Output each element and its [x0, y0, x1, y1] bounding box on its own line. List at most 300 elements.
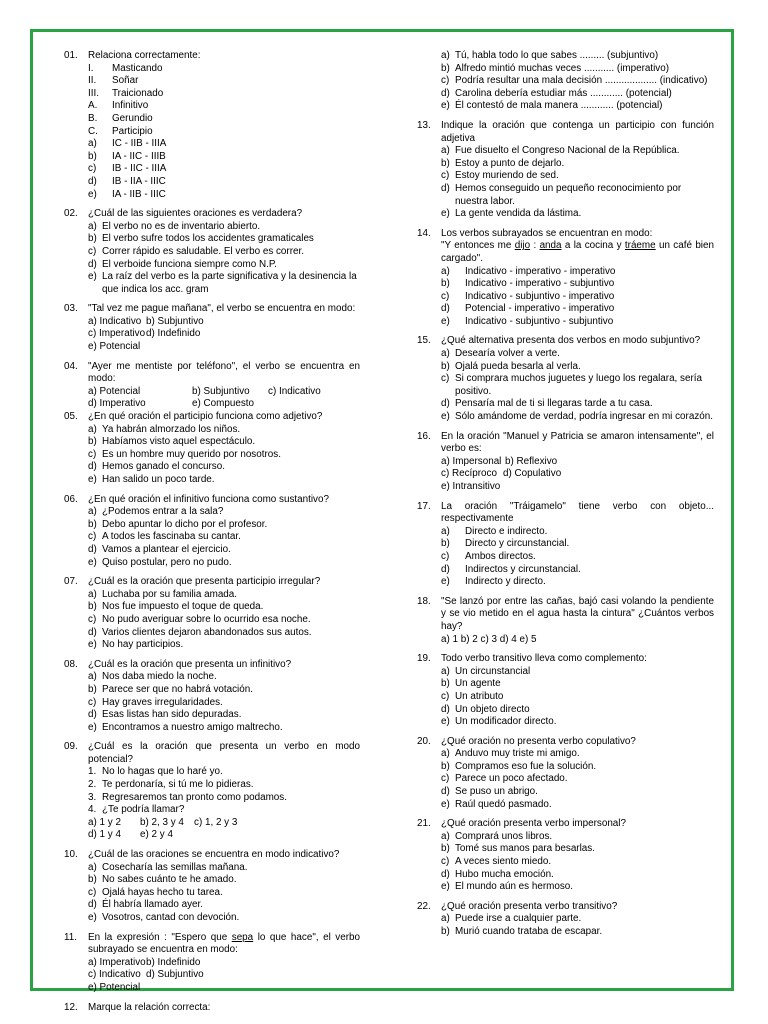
option-item	[441, 691, 714, 704]
option-text: Ya habrán almorzado los niños.	[102, 423, 241, 435]
option-text: No pudo averiguar sobre lo ocurrido esa noche.	[102, 613, 311, 625]
option-letter: d)	[88, 461, 97, 473]
option-text: La gente vendida da lástima.	[455, 208, 582, 220]
option-letter: e)	[441, 881, 450, 893]
question-stem: La oración "Tráigamelo" tiene verbo con objeto... respectivamente	[441, 500, 714, 525]
option-row	[88, 386, 360, 399]
option-text: c) 1, 2 y 3	[194, 816, 238, 828]
option-text: Parece un poco afectado.	[455, 773, 568, 785]
option-item	[441, 145, 714, 158]
option-item	[441, 266, 714, 279]
option-letter: a)	[88, 588, 97, 600]
option-text: Nos fue impuesto el toque de queda.	[102, 601, 264, 613]
question-07.	[64, 576, 360, 652]
option-letter: c)	[88, 163, 97, 175]
question-stem: ¿En qué oración el infinitivo funciona como sustantivo?	[88, 493, 329, 505]
option-item	[88, 614, 360, 627]
option-letter: e)	[441, 576, 450, 588]
option-letter: e)	[441, 315, 450, 327]
option-item	[441, 183, 714, 208]
question-stem: En la expresión : "Espero que sepa lo que hace", el verbo subrayado se encuentra en modo:	[88, 931, 361, 956]
option-letter: c)	[88, 886, 97, 898]
right-column	[417, 50, 714, 946]
option-text: IC - IIB - IIIA	[112, 138, 167, 150]
question-number: 07.	[64, 576, 78, 588]
option-letter: d)	[88, 258, 97, 270]
option-text	[146, 982, 222, 995]
option-item	[441, 564, 714, 577]
option-item	[441, 538, 714, 551]
option-letter: A.	[88, 100, 98, 112]
option-item	[88, 779, 360, 792]
option-letter: b)	[88, 150, 97, 162]
option-letter: 3.	[88, 791, 97, 803]
option-item	[441, 799, 714, 812]
option-list	[88, 766, 360, 816]
option-letter: III.	[88, 87, 99, 99]
option-item	[441, 316, 714, 329]
option-text: Potencial - imperativo - imperativo	[465, 303, 615, 315]
option-text: Pensaría mal de ti si llegaras tarde a tu casa.	[455, 398, 653, 410]
question-stem: "Ayer me mentiste por teléfono", el verbo se encuentra en modo:	[88, 360, 360, 385]
option-item	[441, 291, 714, 304]
option-text: b) Subjuntivo	[146, 315, 204, 327]
option-item	[88, 221, 360, 234]
option-letter: d)	[441, 182, 450, 194]
option-item	[441, 75, 714, 88]
option-text: e) Potencial	[88, 981, 141, 993]
option-letter: d)	[441, 563, 450, 575]
option-text: ¿Te podría llamar?	[102, 804, 185, 816]
option-text: Tú, habla todo lo que sabes ......... (subjuntivo)	[455, 50, 659, 61]
option-text: Podría resultar una mala decisión ................... (indicativo)	[455, 75, 708, 87]
option-letter: B.	[88, 112, 98, 124]
option-item	[88, 627, 360, 640]
option-letter: b)	[88, 518, 97, 530]
option-letter: b)	[441, 360, 450, 372]
option-item	[441, 576, 714, 589]
option-item	[441, 856, 714, 869]
option-text: a) Imperativo	[88, 956, 146, 968]
option-row	[88, 398, 360, 411]
option-item	[88, 506, 360, 519]
underlined-verb: anda	[539, 240, 562, 252]
option-letter: d)	[441, 303, 450, 315]
option-list	[88, 671, 360, 734]
option-row	[441, 468, 714, 481]
option-item	[441, 831, 714, 844]
question-number: 06.	[64, 493, 78, 505]
question-stem: ¿Cuál es la oración que presenta un verbo en modo potencial?	[88, 741, 360, 765]
option-item	[441, 100, 714, 113]
option-letter: e)	[88, 556, 97, 568]
question-cont	[417, 50, 714, 113]
option-letter: c)	[88, 613, 97, 625]
option-letter: b)	[441, 62, 450, 74]
option-item	[441, 678, 714, 691]
option-text: Parece ser que no habrá votación.	[102, 683, 253, 695]
option-text: Hemos conseguido un pequeño reconocimiento por nuestra labor.	[455, 182, 682, 207]
option-letter: b)	[88, 233, 97, 245]
option-letter: 1.	[88, 766, 97, 778]
question-stem: ¿Cuál es la oración que presenta un infinitivo?	[88, 658, 292, 670]
option-letter: b)	[441, 538, 450, 550]
option-text: Un objeto directo	[455, 703, 530, 715]
option-item	[88, 804, 360, 817]
option-letter: 2.	[88, 779, 97, 791]
option-letter: b)	[441, 278, 450, 290]
option-text: c) Indicativo	[268, 385, 321, 397]
option-item	[88, 557, 360, 570]
question-05.	[64, 411, 360, 487]
option-text: Carolina debería estudiar más ............ (potencial)	[455, 87, 672, 99]
option-text: d) Indefinido	[146, 328, 201, 340]
option-text: IA - IIC - IIIB	[112, 150, 166, 162]
option-list	[88, 506, 360, 569]
question-stem: ¿Qué oración presenta verbo impersonal?	[441, 818, 626, 830]
question-number: 03.	[64, 303, 78, 315]
option-item	[441, 526, 714, 539]
option-text: El verbo no es de inventario abierto.	[102, 220, 261, 232]
question-22.	[417, 901, 714, 939]
option-item	[88, 639, 360, 652]
option-text: Vosotros, cantad con devoción.	[102, 912, 240, 923]
question-stem: En la oración "Manuel y Patricia se amaron intensamente", el verbo es:	[441, 430, 714, 455]
option-item	[88, 684, 360, 697]
option-letter: b)	[441, 760, 450, 772]
option-text: d) Copulativo	[503, 468, 562, 480]
option-item	[88, 138, 360, 151]
option-text: Directo y circunstancial.	[465, 538, 570, 550]
option-row	[441, 481, 714, 494]
option-text: IB - IIA - IIIC	[112, 175, 166, 187]
option-item	[88, 176, 360, 189]
option-row	[88, 829, 360, 842]
option-text: Masticando	[112, 62, 163, 74]
option-text: Soñar	[112, 75, 139, 87]
option-letter: a)	[441, 830, 450, 842]
option-list	[88, 221, 360, 297]
option-item	[88, 424, 360, 437]
option-letter: b)	[88, 874, 97, 886]
option-text: Habíamos visto aquel espectáculo.	[102, 436, 256, 448]
option-text: Esas listas han sido depuradas.	[102, 709, 242, 721]
option-row	[88, 969, 360, 982]
option-letter: e)	[441, 100, 450, 112]
option-text: c) Recíproco	[441, 468, 497, 480]
question-number: 11.	[64, 931, 77, 943]
option-letter: d)	[441, 868, 450, 880]
option-item	[441, 398, 714, 411]
option-item	[441, 170, 714, 183]
option-text	[503, 481, 579, 494]
option-letter: e)	[88, 721, 97, 733]
option-text: Hemos ganado el concurso.	[102, 461, 225, 473]
option-text: Si comprara muchos juguetes y luego los regalara, sería positivo.	[455, 373, 703, 397]
question-stem: ¿Cuál es la oración que presenta participio irregular?	[88, 576, 321, 588]
option-letter: a)	[88, 423, 97, 435]
option-letter: II.	[88, 75, 97, 87]
question-01.	[64, 50, 360, 201]
option-text: Vamos a plantear el ejercicio.	[102, 543, 231, 555]
option-item	[88, 531, 360, 544]
question-number: 13.	[417, 119, 431, 131]
question-10.	[64, 849, 360, 925]
option-letter: c)	[441, 170, 450, 182]
question-number: 17.	[417, 500, 431, 512]
option-text: c) Indicativo	[88, 969, 141, 981]
option-letter: c)	[441, 373, 450, 385]
option-text: e) Compuesto	[192, 398, 255, 410]
option-item	[88, 151, 360, 164]
underlined-verb: sepa	[231, 931, 254, 943]
option-item	[441, 881, 714, 894]
option-item	[88, 163, 360, 176]
option-text: a) Impersonal	[441, 455, 502, 467]
option-letter: e)	[441, 798, 450, 810]
question-11.	[64, 932, 360, 995]
question-number: 19.	[417, 653, 431, 665]
option-text: Indirecto y directo.	[465, 576, 546, 588]
question-number: 21.	[417, 818, 431, 830]
option-text: Él contestó de mala manera ............ (potencial)	[455, 100, 663, 112]
question-21.	[417, 818, 714, 894]
option-text: Regresaremos tan pronto como podamos.	[102, 791, 287, 803]
option-text: b) Indefinido	[146, 956, 201, 968]
option-text: Luchaba por su familia amada.	[102, 588, 238, 600]
option-text: Varios clientes dejaron abandonados sus autos.	[102, 626, 312, 638]
option-letter: e)	[88, 188, 97, 200]
option-list	[441, 748, 714, 811]
option-letter: a)	[441, 913, 450, 925]
option-text: Directo e indirecto.	[465, 525, 548, 537]
option-letter: C.	[88, 125, 98, 137]
option-text	[146, 341, 222, 354]
option-list	[88, 63, 360, 202]
question-06.	[64, 494, 360, 570]
option-letter: e)	[88, 474, 97, 485]
option-item	[441, 869, 714, 882]
option-text: Él habría llamado ayer.	[102, 899, 204, 911]
option-letter: b)	[88, 601, 97, 613]
option-list	[88, 589, 360, 652]
option-letter: c)	[88, 531, 97, 543]
option-letter: a)	[88, 220, 97, 232]
option-text: Un modificador directo.	[455, 716, 557, 728]
option-letter: d)	[88, 175, 97, 187]
option-item	[88, 519, 360, 532]
option-text: Ambos directos.	[465, 550, 536, 562]
option-letter: c)	[441, 856, 450, 868]
option-text: Infinitivo	[112, 100, 149, 112]
option-item	[441, 786, 714, 799]
option-letter: a)	[441, 748, 450, 760]
option-letter: d)	[441, 786, 450, 798]
option-letter: a)	[441, 145, 450, 157]
option-item	[441, 926, 714, 939]
option-item	[88, 792, 360, 805]
option-letter: e)	[88, 639, 97, 651]
question-18.	[417, 596, 714, 646]
option-item	[441, 88, 714, 101]
option-text: Te perdonaría, si tú me lo pidieras.	[102, 779, 254, 791]
option-text: Es un hombre muy querido por nosotros.	[102, 448, 281, 460]
option-item	[88, 601, 360, 614]
question-stem: Indique la oración que contenga un participio con función adjetiva	[441, 119, 714, 144]
question-number: 05.	[64, 411, 78, 423]
question-number: 14.	[417, 227, 431, 239]
question-number: 15.	[417, 335, 431, 347]
question-stem: Relaciona correctamente:	[88, 50, 201, 61]
question-stem: Marque la relación correcta:	[88, 1001, 211, 1013]
question-15.	[417, 335, 714, 423]
option-text: a) Potencial	[88, 385, 141, 397]
option-text: c) Imperativo	[88, 328, 146, 340]
option-letter: a)	[441, 525, 450, 537]
question-stem: Todo verbo transitivo lleva como complemento:	[441, 653, 647, 665]
option-letter: b)	[441, 843, 450, 855]
option-item	[88, 697, 360, 710]
option-item	[88, 899, 360, 912]
option-item	[441, 411, 714, 424]
option-letter: e)	[441, 208, 450, 220]
option-letter: e)	[441, 716, 450, 728]
question-stem: ¿Cuál de las siguientes oraciones es verdadera?	[88, 208, 303, 220]
option-list	[88, 862, 360, 925]
option-item	[441, 158, 714, 171]
option-text: La raíz del verbo es la parte significativa y la desinencia la que indica los acc. gram	[102, 271, 357, 295]
option-letter: d)	[441, 87, 450, 99]
option-letter: c)	[441, 773, 450, 785]
option-item	[441, 666, 714, 679]
option-item	[441, 373, 714, 398]
option-text: No sabes cuánto te he amado.	[102, 874, 237, 886]
question-03.	[64, 303, 360, 353]
option-text: Correr rápido es saludable. El verbo es correr.	[102, 245, 304, 257]
option-item	[441, 716, 714, 729]
option-item	[441, 913, 714, 926]
option-text: Quiso postular, pero no pudo.	[102, 556, 232, 568]
underlined-verb: dijo	[514, 240, 531, 252]
underlined-verb: tráeme	[624, 240, 656, 252]
option-item	[88, 862, 360, 875]
question-number: 01.	[64, 50, 78, 61]
question-stem: Los verbos subrayados se encuentran en modo:	[441, 227, 653, 239]
option-text: Estoy muriendo de sed.	[455, 170, 559, 182]
option-letter: c)	[441, 290, 450, 302]
option-item	[441, 348, 714, 361]
question-13.	[417, 120, 714, 221]
option-text: e) Intransitivo	[441, 481, 501, 492]
option-text: IB - IIC - IIIA	[112, 163, 167, 175]
option-list	[441, 145, 714, 221]
option-text: Hay graves irregularidades.	[102, 696, 223, 708]
option-row: a) 1 b) 2 c) 3 d) 4 e) 5	[441, 633, 537, 645]
option-item	[88, 544, 360, 557]
option-text: Ojalá hayas hecho tu tarea.	[102, 886, 223, 898]
question-stem: ¿Cuál de las oraciones se encuentra en modo indicativo?	[88, 849, 340, 861]
option-item	[88, 589, 360, 602]
question-number: 10.	[64, 849, 78, 861]
option-text: Participio	[112, 125, 153, 137]
option-text: Sólo amándome de verdad, podría ingresar en mi corazón.	[455, 411, 713, 423]
option-text: Desearía volver a verte.	[455, 348, 560, 360]
question-12.	[64, 1002, 360, 1015]
option-text: Fue disuelto el Congreso Nacional de la República.	[455, 145, 680, 157]
option-text: b) Reflexivo	[505, 455, 558, 467]
option-item	[441, 843, 714, 856]
option-text: Se puso un abrigo.	[455, 786, 538, 798]
option-text: e) 2 y 4	[140, 829, 173, 841]
question-17.	[417, 501, 714, 589]
option-text: El mundo aún es hermoso.	[455, 881, 574, 893]
option-item	[88, 271, 360, 296]
question-04.	[64, 361, 360, 411]
question-stem: "Se lanzó por entre las cañas, bajó casi volando la pendiente y se vio metido en el agua hasta la cintura" ¿Cuántos verbos hay?	[441, 595, 714, 632]
option-text: IA - IIB - IIIC	[112, 188, 166, 200]
option-text: Comprará unos libros.	[455, 830, 553, 842]
question-stem: ¿Qué oración presenta verbo transitivo?	[441, 900, 618, 912]
option-row	[88, 957, 360, 970]
option-text: Gerundio	[112, 112, 153, 124]
question-02.	[64, 208, 360, 296]
option-item	[88, 100, 360, 113]
option-list	[441, 831, 714, 894]
option-letter: c)	[441, 75, 450, 87]
option-letter: a)	[88, 861, 97, 873]
option-item	[88, 259, 360, 272]
option-letter: d)	[441, 398, 450, 410]
option-row	[88, 982, 360, 995]
option-row	[88, 316, 360, 329]
option-item	[88, 766, 360, 779]
option-item	[441, 773, 714, 786]
option-item	[441, 551, 714, 564]
question-16.	[417, 431, 714, 494]
option-text: Encontramos a nuestro amigo maltrecho.	[102, 721, 283, 733]
question-09.	[64, 741, 360, 842]
option-letter: d)	[88, 543, 97, 555]
question-stem: "Tal vez me pague mañana", el verbo se encuentra en modo:	[88, 303, 356, 315]
option-text: d) Imperativo	[88, 398, 146, 410]
question-stem: ¿Qué alternativa presenta dos verbos en modo subjuntivo?	[441, 335, 701, 347]
option-letter: c)	[88, 245, 97, 257]
option-item	[441, 303, 714, 316]
option-letter: d)	[441, 703, 450, 715]
option-letter: a)	[441, 348, 450, 360]
option-letter: e)	[88, 912, 97, 923]
option-text: El verbo sufre todos los accidentes gramaticales	[102, 233, 314, 245]
option-row	[88, 817, 360, 830]
option-item	[441, 361, 714, 374]
option-text: d) Subjuntivo	[146, 969, 204, 981]
option-text: A veces siento miedo.	[455, 856, 552, 868]
option-text: d) 1 y 4	[88, 829, 121, 841]
question-number: 09.	[64, 741, 78, 753]
option-text: Indicativo - subjuntivo - imperativo	[465, 290, 615, 302]
option-item	[441, 278, 714, 291]
option-text: Puede irse a cualquier parte.	[455, 913, 582, 925]
question-19.	[417, 653, 714, 729]
option-item	[88, 246, 360, 259]
option-text: Murió cuando trataba de escapar.	[455, 926, 603, 937]
option-item	[88, 88, 360, 101]
option-letter: a)	[441, 665, 450, 677]
option-letter: b)	[88, 436, 97, 448]
option-text: No lo hagas que lo haré yo.	[102, 766, 223, 778]
option-item	[441, 748, 714, 761]
option-item	[441, 208, 714, 221]
